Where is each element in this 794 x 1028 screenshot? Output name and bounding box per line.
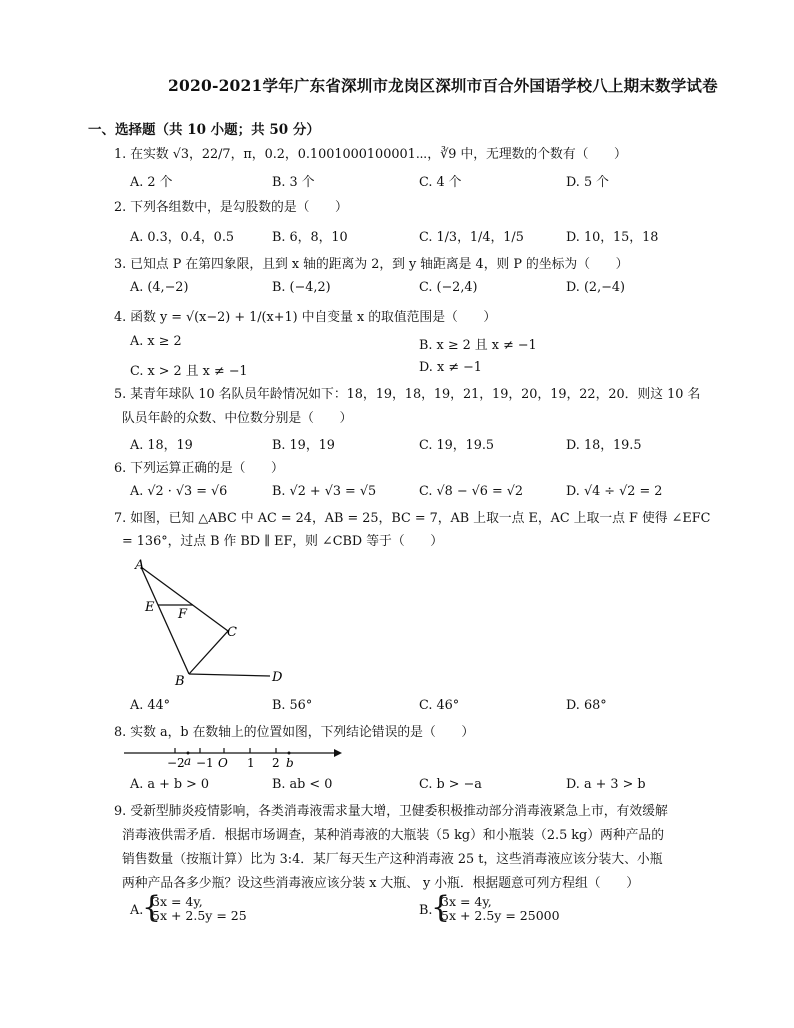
q5-option-a[interactable]: A. 18，19: [130, 438, 193, 453]
section-heading: 一、选择题（共 10 小题；共 50 分）: [88, 122, 320, 138]
q7-option-d[interactable]: D. 68°: [566, 698, 607, 713]
q9-option-a[interactable]: A.: [130, 903, 144, 918]
question-4-stem: 4. 函数 y = √(x−2) + 1/(x+1) 中自变量 x 的取值范围是（ ）: [114, 310, 497, 325]
question-6-stem: 6. 下列运算正确的是（ ）: [114, 461, 284, 476]
number-line-arrow: [334, 749, 342, 757]
q8-option-c[interactable]: C. b > −a: [419, 777, 482, 792]
q4-option-d[interactable]: D. x ≠ −1: [419, 360, 482, 375]
number-line-figure: [120, 744, 345, 772]
tick-minus-1: −1: [196, 756, 214, 770]
q9-b-eq-2: 5x + 2.5y = 25000: [441, 908, 560, 923]
q2-option-d[interactable]: D. 10，15，18: [566, 230, 659, 245]
point-b: [288, 752, 291, 755]
question-9-stem-line-2: 消毒液供需矛盾．根据市场调查，某种消毒液的大瓶装（5 kg）和小瓶装（2.5 kg）两种产品的: [122, 828, 665, 843]
label-b: B: [175, 674, 185, 689]
segment-bd: [189, 674, 270, 676]
question-2-stem: 2. 下列各组数中，是勾股数的是（ ）: [114, 200, 348, 215]
q1-option-c[interactable]: C. 4 个: [419, 175, 462, 190]
q5-option-c[interactable]: C. 19，19.5: [419, 438, 495, 453]
q9-option-b[interactable]: B.: [419, 903, 433, 918]
question-5-stem-line-1: 5. 某青年球队 10 名队员年龄情况如下：18，19，18，19，21，19，20，19，22，20．则这 10 名: [114, 387, 701, 402]
q9-a-brace: {: [142, 890, 162, 925]
q1-option-d[interactable]: D. 5 个: [566, 175, 609, 190]
q3-option-d[interactable]: D. (2,−4): [566, 280, 625, 295]
question-7-stem-line-1: 7. 如图，已知 △ABC 中 AC = 24，AB = 25，BC = 7，AB 上取一点 E，AC 上取一点 F 使得 ∠EFC: [114, 511, 711, 526]
label-b-point: b: [286, 756, 294, 770]
q8-option-d[interactable]: D. a + 3 > b: [566, 777, 646, 792]
tick-2: 2: [272, 756, 280, 770]
question-5-stem-line-2: 队员年龄的众数、中位数分别是（ ）: [122, 411, 353, 426]
segment-bc: [189, 631, 228, 674]
label-e: E: [145, 600, 155, 615]
tick-1: 1: [247, 756, 255, 770]
q9-b-eq-1: 3x = 4y,: [441, 894, 492, 909]
q5-option-b[interactable]: B. 19，19: [272, 438, 335, 453]
q9-a-eq-2: 5x + 2.5y = 25: [152, 908, 247, 923]
label-f: F: [178, 607, 188, 622]
q6-option-c[interactable]: C. √8 − √6 = √2: [419, 484, 524, 499]
q5-option-d[interactable]: D. 18，19.5: [566, 438, 642, 453]
q2-option-c[interactable]: C. 1/3，1/4，1/5: [419, 230, 524, 245]
label-a: A: [135, 558, 145, 573]
label-d: D: [272, 670, 283, 685]
q1-option-a[interactable]: A. 2 个: [130, 175, 173, 190]
q9-b-brace: {: [431, 890, 451, 925]
q2-option-b[interactable]: B. 6，8，10: [272, 230, 348, 245]
q6-option-a[interactable]: A. √2 · √3 = √6: [130, 484, 228, 499]
q4-option-b[interactable]: B. x ≥ 2 且 x ≠ −1: [419, 338, 537, 353]
q1-option-b[interactable]: B. 3 个: [272, 175, 315, 190]
question-7-stem-line-2: = 136°，过点 B 作 BD ∥ EF，则 ∠CBD 等于（ ）: [122, 534, 444, 549]
question-9-stem-line-3: 销售数量（按瓶计算）比为 3:4．某厂每天生产这种消毒液 25 t，这些消毒液应该分装大、小瓶: [122, 852, 663, 867]
tick-minus-2: −2: [167, 756, 185, 770]
q4-option-c[interactable]: C. x > 2 且 x ≠ −1: [130, 364, 248, 379]
question-1-stem: 1. 在实数 √3，22/7，π，0.2，0.1001000100001⋯，∛9 中，无理数的个数有（ ）: [114, 147, 627, 162]
question-9-stem-line-4: 两种产品各多少瓶？设这些消毒液应该分装 x 大瓶、 y 小瓶．根据题意可列方程组（ ）: [122, 876, 639, 891]
q2-option-a[interactable]: A. 0.3，0.4，0.5: [130, 230, 235, 245]
q3-option-b[interactable]: B. (−4,2): [272, 280, 331, 295]
q4-option-a[interactable]: A. x ≥ 2: [130, 334, 182, 349]
q8-option-a[interactable]: A. a + b > 0: [130, 777, 210, 792]
q3-option-a[interactable]: A. (4,−2): [130, 280, 189, 295]
exam-title: 2020-2021学年广东省深圳市龙岗区深圳市百合外国语学校八上期末数学试卷: [168, 76, 718, 95]
triangle-figure: [125, 555, 300, 690]
q8-option-b[interactable]: B. ab < 0: [272, 777, 333, 792]
question-8-stem: 8. 实数 a，b 在数轴上的位置如图，下列结论错误的是（ ）: [114, 725, 475, 740]
label-a-point: a: [184, 754, 192, 768]
question-9-stem-line-1: 9. 受新型肺炎疫情影响，各类消毒液需求量大增，卫健委积极推动部分消毒液紧急上市，有效缓解: [114, 804, 668, 819]
q7-option-a[interactable]: A. 44°: [130, 698, 171, 713]
origin-label: O: [218, 756, 228, 770]
question-3-stem: 3. 已知点 P 在第四象限，且到 x 轴的距离为 2，到 y 轴距离是 4，则 P 的坐标为（ ）: [114, 257, 629, 272]
q7-option-c[interactable]: C. 46°: [419, 698, 460, 713]
q7-option-b[interactable]: B. 56°: [272, 698, 313, 713]
q3-option-c[interactable]: C. (−2,4): [419, 280, 478, 295]
q6-option-d[interactable]: D. √4 ÷ √2 = 2: [566, 484, 663, 499]
label-c: C: [227, 625, 237, 640]
q9-a-eq-1: 3x = 4y,: [152, 894, 203, 909]
q6-option-b[interactable]: B. √2 + √3 = √5: [272, 484, 377, 499]
